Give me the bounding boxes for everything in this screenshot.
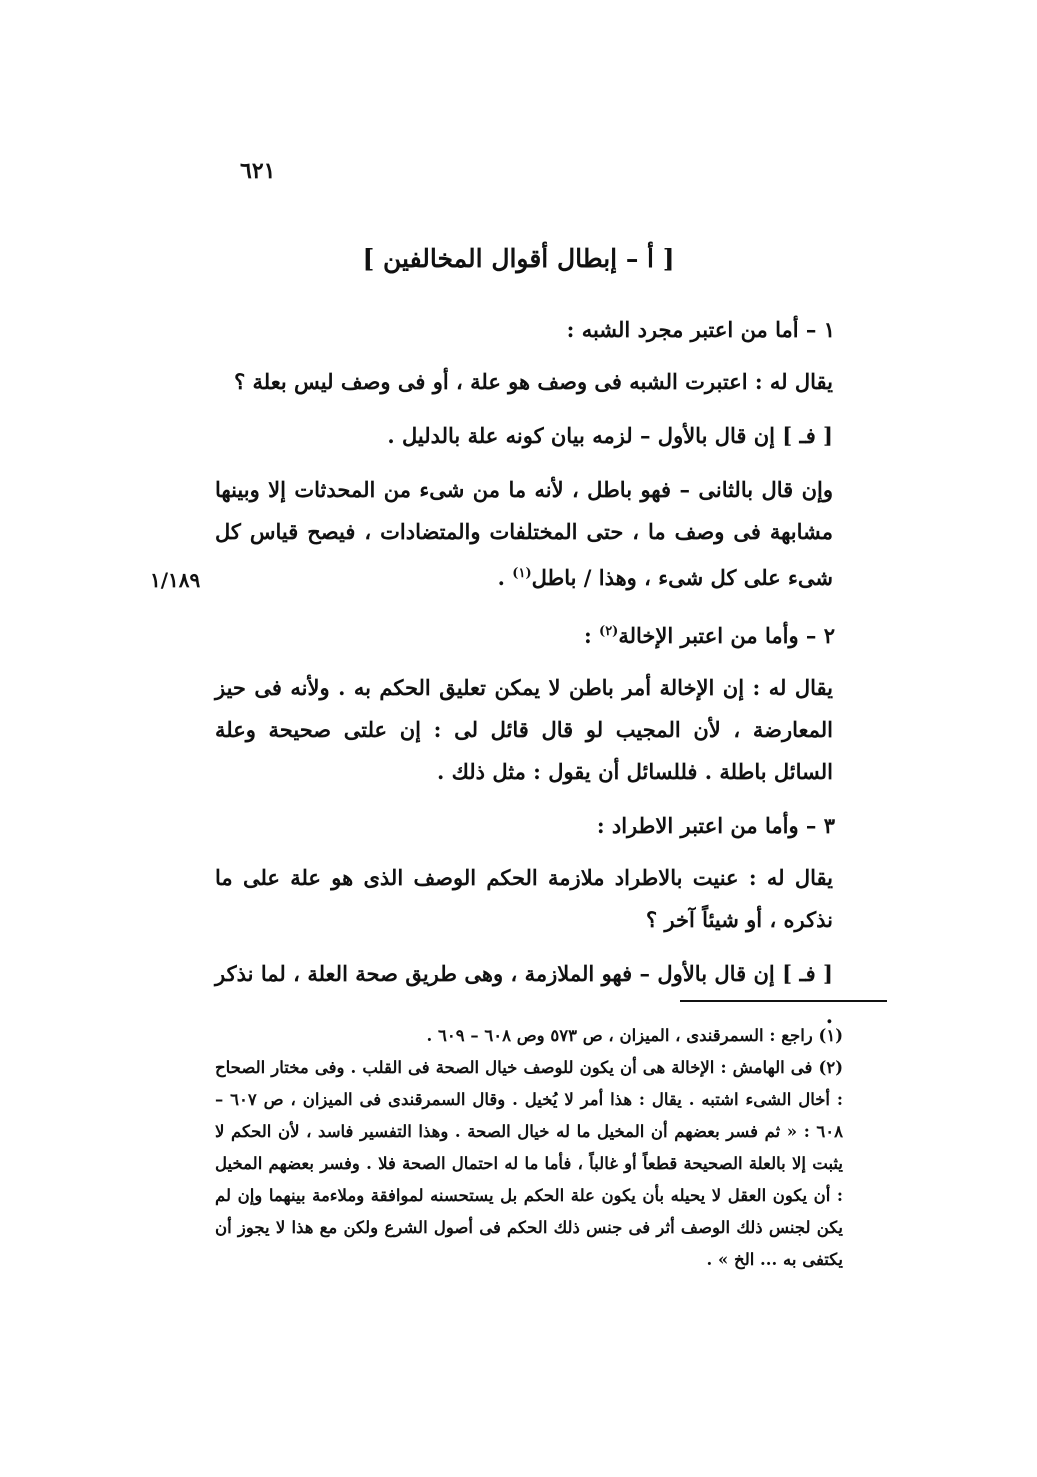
- section-title: [ أ – إبطال أقوال المخالفين ]: [362, 244, 675, 273]
- footnote-divider: [680, 1000, 887, 1002]
- paragraph: يقال له : إن الإخالة أمر باطن لا يمكن تعليق الحكم به . ولأنه فى حيز المعارضة ، لأن المجيب لو قال قائل لى : إن علتى صحيحة وعلة السائل باطلة . فللسائل أن يقول : مثل ذلك .: [215, 675, 833, 784]
- paragraph: [215, 469, 855, 599]
- paragraph-end: .: [497, 565, 513, 590]
- main-text: [215, 309, 855, 1049]
- footnote-1: (١) راجع : السمرقندى ، الميزان ، ص ٥٧٣ وص ٦٠٨ – ٦٠٩ .: [426, 1026, 843, 1045]
- paragraph-text: وإن قال بالثانى – فهو باطل ، لأنه ما من شىء من المحدثات إلا وبينها مشابهة فى وصف ما ، حتى المختلفات والمتضادات ، فيصح قياس كل شىء على كل شىء ، وهذا / باطل: [215, 477, 833, 590]
- side-reference: ١/١٨٩: [150, 568, 201, 592]
- paragraph: [ فـ ] إن قال بالأول – فهو الملازمة ، وهى طريق صحة العلة ، لما نذكر .: [215, 961, 833, 1028]
- paragraph: يقال له : عنيت بالاطراد ملازمة الحكم الوصف الذى هو علة على ما نذكره ، أو شيئاً آخر ؟: [215, 865, 833, 932]
- item-heading: ١ – أما من اعتبر مجرد الشبه :: [566, 317, 835, 342]
- heading-text: ٢ – وأما من اعتبر الإخالة: [618, 623, 835, 648]
- footnote-marker: (٢): [599, 624, 619, 639]
- heading-end: :: [583, 623, 600, 648]
- item-heading: ٣ – وأما من اعتبر الاطراد :: [596, 813, 835, 838]
- page-number: ٦٢١: [240, 158, 276, 184]
- paragraph: [ فـ ] إن قال بالأول – لزمه بيان كونه علة بالدليل .: [387, 423, 833, 448]
- footnote-2: (٢) فى الهامش : الإخالة هى أن يكون للوصف خيال الصحة فى القلب . وفى مختار الصحاح : أخال الشىء اشتبه . يقال : هذا أمر لا يُخيل . وقال السمرقندى فى الميزان ، ص ٦٠٧ – ٦٠٨ : « ثم فسر بعضهم أن المخيل ما له خيال الصحة . وهذا التفسير فاسد ، لأن الحكم لا يثبت إلا بالعلة الصحيحة قطعاً أو غالباً ، فأما ما له احتمال الصحة فلا . وفسر بعضهم المخيل : أن يكون العقل لا يحيله بأن يكون علة الحكم بل يستحسنه لموافقة وملاءمة بينهما وإن لم يكن لجنس ذلك الوصف أثر فى جنس ذلك الحكم فى أصول الشرع ولكن مع هذا لا يجوز أن يكتفى به ... الخ » .: [215, 1058, 844, 1269]
- paragraph: يقال له : اعتبرت الشبه فى وصف هو علة ، أو فى وصف ليس بعلة ؟: [234, 369, 833, 394]
- footnotes: [215, 1020, 865, 1276]
- item-heading: [215, 611, 855, 657]
- footnote-marker: (١): [512, 566, 532, 581]
